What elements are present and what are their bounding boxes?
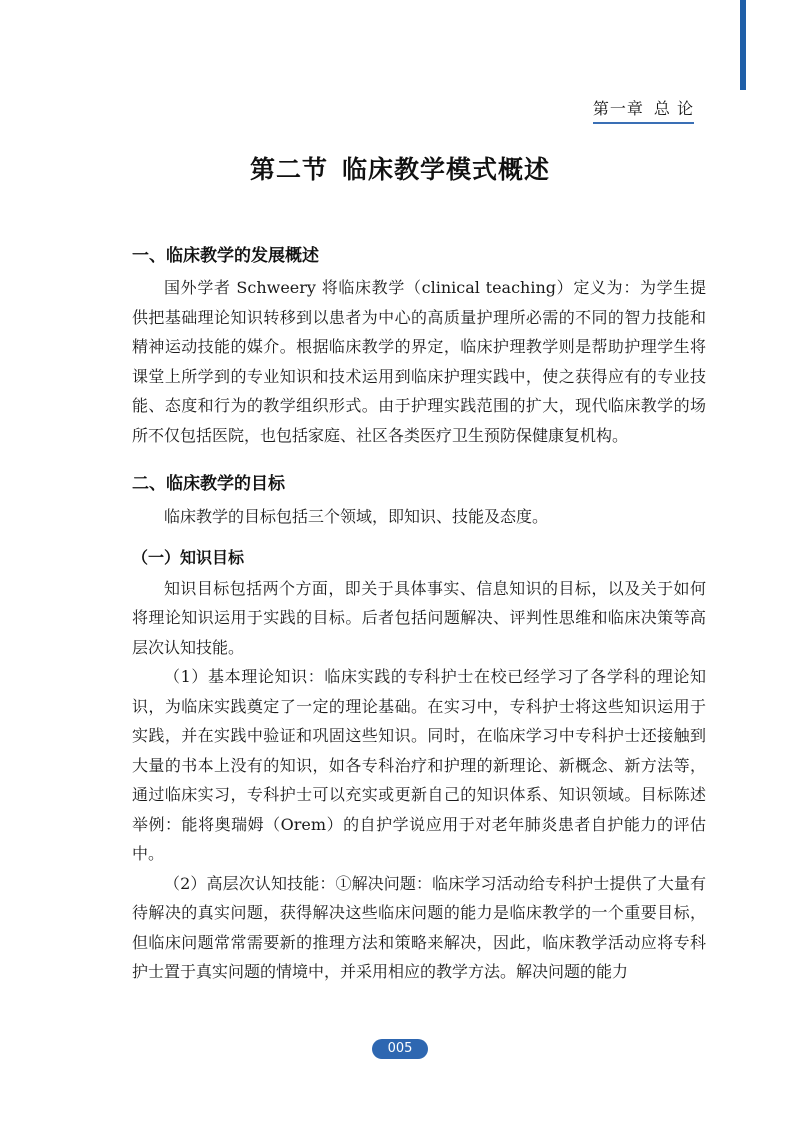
chapter-side-bar — [740, 0, 746, 90]
section-title — [0, 150, 800, 186]
chapter-name: 总 论 — [653, 99, 694, 118]
paragraph-knowledge-goals: 知识目标包括两个方面，即关于具体事实、信息知识的目标，以及关于如何将理论知识运用于实践的目标。后者包括问题解决、评判性思维和临床决策等高层次认知技能。 — [132, 578, 706, 657]
chapter-label: 第一章 — [592, 99, 644, 118]
chapter-header — [593, 96, 694, 124]
page-number-badge: 005 — [372, 1039, 428, 1059]
heading-teaching-goals: 二、临床教学的目标 — [132, 474, 285, 494]
heading-development-overview: 一、临床教学的发展概述 — [132, 246, 319, 266]
paragraph-goals-intro: 临床教学的目标包括三个领域，即知识、技能及态度。 — [164, 507, 549, 526]
paragraph-higher-cognition: （2）高层次认知技能：①解决问题：临床学习活动给专科护士提供了大量有待解决的真实问题，获得解决这些临床问题的能力是临床教学的一个重要目标，但临床问题常常需要新的推理方法和策略来解决，因此，临床教学活动应将专科护士置于真实问题的情境中，并采用相应的教学方法。解决问题的能力 — [132, 873, 706, 981]
section-number: 第二节 — [249, 155, 328, 184]
page-body — [132, 242, 706, 987]
heading-knowledge-goals: （一）知识目标 — [132, 547, 245, 567]
section-name: 临床教学模式概述 — [342, 155, 551, 184]
paragraph-basic-theory: （1）基本理论知识：临床实践的专科护士在校已经学习了各学科的理论知识，为临床实践奠定了一定的理论基础。在实习中，专科护士将这些知识运用于实践，并在实践中验证和巩固这些知识。同时，在临床学习中专科护士还接触到大量的书本上没有的知识，如各专科治疗和护理的新理论、新概念、新方法等，通过临床实习，专科护士可以充实或更新自己的知识体系、知识领域。目标陈述举例：能将奥瑞姆（Orem）的自护学说应用于对老年肺炎患者自护能力的评估中。 — [132, 667, 706, 863]
paragraph-development: 国外学者 Schweery 将临床教学（clinical teaching）定义为：为学生提供把基础理论知识转移到以患者为中心的高质量护理所必需的不同的智力技能和精神运动技能的媒介。根据临床教学的界定，临床护理教学则是帮助护理学生将课堂上所学到的专业知识和技术运用到临床护理实践中，使之获得应有的专业技能、态度和行为的教学组织形式。由于护理实践范围的扩大，现代临床教学的场所不仅包括医院，也包括家庭、社区各类医疗卫生预防保健康复机构。 — [132, 278, 706, 445]
